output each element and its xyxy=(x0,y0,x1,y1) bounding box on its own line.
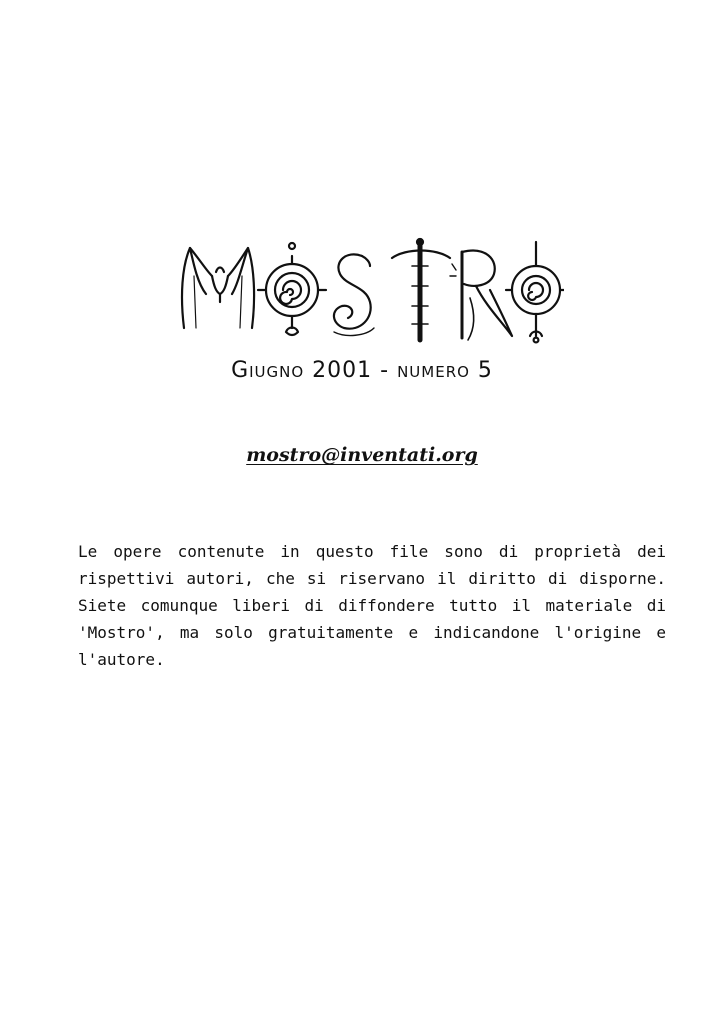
copyright-notice: Le opere contenute in questo file sono di proprietà dei rispettivi autori, che si riservano il diritto di disporne. Siete comunque liberi di diffondere tutto il materiale di 'Mostro', ma solo gratuitamente e indicandone l'origine e l'autore. xyxy=(78,542,666,669)
contact-email-link[interactable]: mostro@inventati.org xyxy=(246,444,478,466)
mostro-logo xyxy=(176,236,564,346)
mostro-logo-artwork xyxy=(176,236,564,346)
issue-date-number: Giugno 2001 - numero 5 xyxy=(231,358,493,383)
